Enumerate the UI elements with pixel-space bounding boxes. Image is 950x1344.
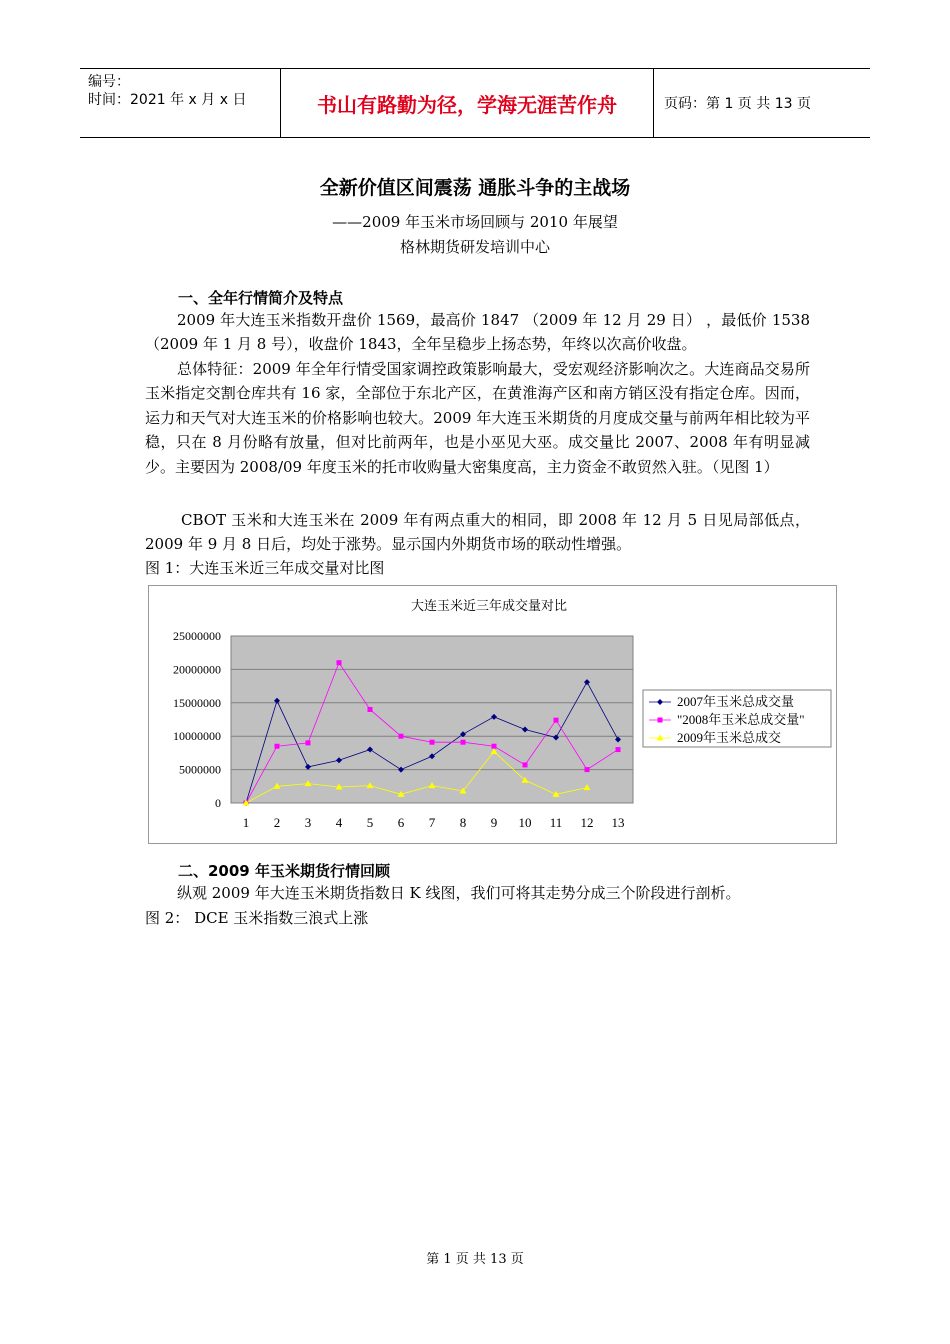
legend-label: "2008年玉米总成交量" — [677, 712, 805, 727]
header-table — [80, 68, 870, 138]
volume-chart — [149, 586, 836, 843]
data-point — [523, 762, 528, 767]
x-tick-label: 3 — [304, 815, 312, 830]
figure2-caption: 图 2： DCE 玉米指数三浪式上涨 — [145, 909, 369, 927]
plot-area — [231, 636, 633, 803]
y-tick-label: 20000000 — [173, 662, 221, 677]
header-left — [88, 73, 283, 109]
header-divider — [653, 69, 654, 137]
doc-org: 格林期货研发培训中心 — [399, 238, 550, 256]
data-point — [585, 767, 590, 772]
legend-label: 2009年玉米总成交 — [677, 730, 782, 745]
x-tick-label: 13 — [611, 815, 625, 830]
section2-title: 二、2009 年玉米期货行情回顾 — [178, 862, 390, 880]
paragraph-3: CBOT 玉米和大连玉米在 2009 年有两点重大的相同，即 2008 年 12 月 5 日见局部低点，2009 年 9 月 8 日后，均处于涨势。显示国内外期货市场的联动性增强。 — [145, 511, 810, 554]
data-point — [399, 734, 404, 739]
y-tick-label: 25000000 — [173, 629, 221, 643]
figure1-caption: 图 1：大连玉米近三年成交量对比图 — [145, 559, 385, 577]
paragraph-4: 纵观 2009 年大连玉米期货指数日 K 线图，我们可将其走势分成三个阶段进行剖析。 — [177, 884, 741, 902]
x-tick-label: 2 — [273, 815, 281, 830]
data-point — [368, 707, 373, 712]
x-tick-label: 11 — [549, 815, 563, 830]
paragraph-1: 2009 年大连玉米指数开盘价 1569，最高价 1847 （2009 年 12 月 29 日） ，最低价 1538（2009 年 1 月 8 号），收盘价 1843，全年呈稳步上扬态势，年终以次高价收盘。 — [145, 311, 810, 354]
x-tick-label: 6 — [397, 815, 405, 830]
x-tick-label: 10 — [518, 815, 532, 830]
data-point — [275, 744, 280, 749]
y-tick-label: 15000000 — [173, 695, 221, 710]
data-point — [461, 740, 466, 745]
time-label: 时间：2021 年 x 月 x 日 — [88, 92, 247, 108]
doc-title: 全新价值区间震荡 通胀斗争的主战场 — [319, 177, 631, 199]
header-motto: 书山有路勤为径，学海无涯苦作舟 — [317, 92, 617, 117]
data-point — [492, 744, 497, 749]
chart-title: 大连玉米近三年成交量对比 — [410, 598, 568, 613]
data-point — [658, 718, 663, 723]
data-point — [306, 740, 311, 745]
x-tick-label: 8 — [459, 815, 467, 830]
data-point — [616, 747, 621, 752]
section1-title: 一、全年行情简介及特点 — [178, 289, 344, 307]
x-tick-label: 5 — [366, 815, 374, 830]
x-tick-label: 7 — [428, 815, 436, 830]
y-tick-label: 10000000 — [173, 729, 221, 744]
data-point — [554, 718, 559, 723]
page-footer: 第 1 页 共 13 页 — [426, 1252, 524, 1267]
doc-subtitle: ——2009 年玉米市场回顾与 2010 年展望 — [332, 213, 618, 231]
data-point — [337, 660, 342, 665]
number-label: 编号： — [88, 74, 130, 90]
y-tick-label: 5000000 — [179, 762, 221, 777]
paragraph-2: 总体特征：2009 年全年行情受国家调控政策影响最大，受宏观经济影响次之。大连商品交易所玉米指定交割仓库共有 16 家，全部位于东北产区，在黄淮海产区和南方销区没有指定仓库。因而，运力和天气对大连玉米的价格影响也较大。2009 年大连玉米期货的月度成交量与前两年相比较为平稳，只在 8 月份略有放量，但对比前两年，也是小巫见大巫。成交量比 2007、2008 年有明显减少。主要因为 2008/09 年度玉米的托市收购量大密集度高，主力资金不敢贸然入驻。（见图 1） — [145, 360, 810, 476]
data-point — [430, 740, 435, 745]
x-tick-label: 4 — [335, 815, 343, 830]
x-tick-label: 1 — [242, 815, 250, 830]
x-tick-label: 12 — [580, 815, 594, 830]
header-page-info: 页码：第 1 页 共 13 页 — [664, 96, 811, 112]
x-tick-label: 9 — [490, 815, 498, 830]
legend-label: 2007年玉米总成交量 — [677, 694, 795, 709]
y-tick-label: 0 — [215, 796, 221, 810]
chart-container — [148, 585, 837, 844]
